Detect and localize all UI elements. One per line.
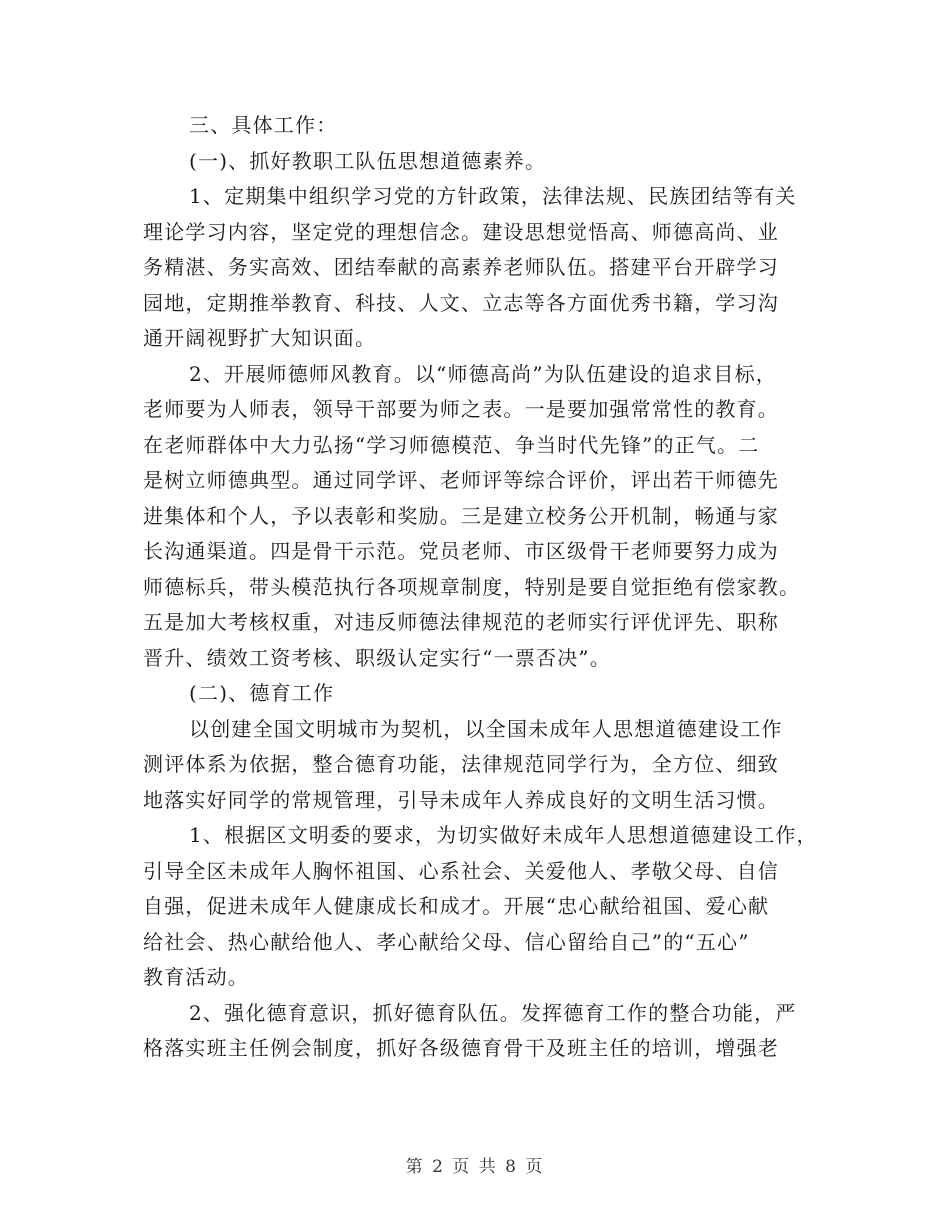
text-line: 1、定期集中组织学习党的方针政策，法律法规、民族团结等有关 xyxy=(189,184,797,208)
text-line: 格落实班主任例会制度，抓好各级德育骨干及班主任的培训，增强老 xyxy=(143,1036,779,1060)
text-line: 测评体系为依据，整合德育功能，法律规范同学行为，全方位、细致 xyxy=(143,752,779,776)
text-line: 2、开展师德师风教育。以“师德高尚”为队伍建设的追求目标， xyxy=(189,361,777,386)
text-line: 地落实好同学的常规管理，引导未成年人养成良好的文明生活习惯。 xyxy=(143,787,779,812)
text-line: 三、具体工作： xyxy=(189,113,338,137)
text-line: 进集体和个人，予以表彰和奖励。三是建立校务公开机制，畅通与家 xyxy=(143,503,779,528)
page-footer: 第 2 页 共 8 页 xyxy=(405,1157,545,1177)
text-line: 给社会、热心献给他人、孝心献给父母、信心留给自己”的“五心” xyxy=(143,929,750,954)
text-line: 园地，定期推举教育、科技、人文、立志等各方面优秀书籍，学习沟 xyxy=(143,290,779,315)
text-line: 教育活动。 xyxy=(143,965,249,989)
text-line: (一)、抓好教职工队伍思想道德素养。 xyxy=(189,148,547,173)
text-line: 1、根据区文明委的要求，为切实做好未成年人思想道德建设工作， xyxy=(189,823,818,847)
text-line: 引导全区未成年人胸怀祖国、心系社会、关爱他人、孝敬父母、自信 xyxy=(143,858,779,883)
text-line: 自强，促进未成年人健康成长和成才。开展“忠心献给祖国、爱心献 xyxy=(143,894,770,918)
text-line: 以创建全国文明城市为契机，以全国未成年人思想道德建设工作 xyxy=(189,716,783,741)
text-line: 是树立师德典型。通过同学评、老师评等综合评价，评出若干师德先 xyxy=(143,468,779,492)
text-line: 师德标兵，带头模范执行各项规章制度，特别是要自觉拒绝有偿家教。 xyxy=(143,574,801,599)
text-line: 2、强化德育意识，抓好德育队伍。发挥德育工作的整合功能，严 xyxy=(189,1000,797,1025)
text-line: 在老师群体中大力弘扬“学习师德模范、争当时代先锋”的正气。二 xyxy=(143,432,760,457)
document-body xyxy=(143,108,818,1067)
text-line: 务精湛、务实高效、团结奉献的高素养老师队伍。搭建平台开辟学习 xyxy=(143,255,779,279)
text-line: 五是加大考核权重，对违反师德法律规范的老师实行评优评先、职称 xyxy=(143,610,779,634)
text-line: 理论学习内容，坚定党的理想信念。建设思想觉悟高、师德高尚、业 xyxy=(143,219,779,244)
text-line: 老师要为人师表，领导干部要为师之表。一是要加强常常性的教育。 xyxy=(143,397,779,421)
text-line: 长沟通渠道。四是骨干示范。党员老师、市区级骨干老师要努力成为 xyxy=(143,539,779,563)
text-line: 晋升、绩效工资考核、职级认定实行“一票否决”。 xyxy=(143,645,612,670)
text-line: 通开阔视野扩大知识面。 xyxy=(143,326,377,350)
text-line: (二)、德育工作 xyxy=(189,681,335,705)
